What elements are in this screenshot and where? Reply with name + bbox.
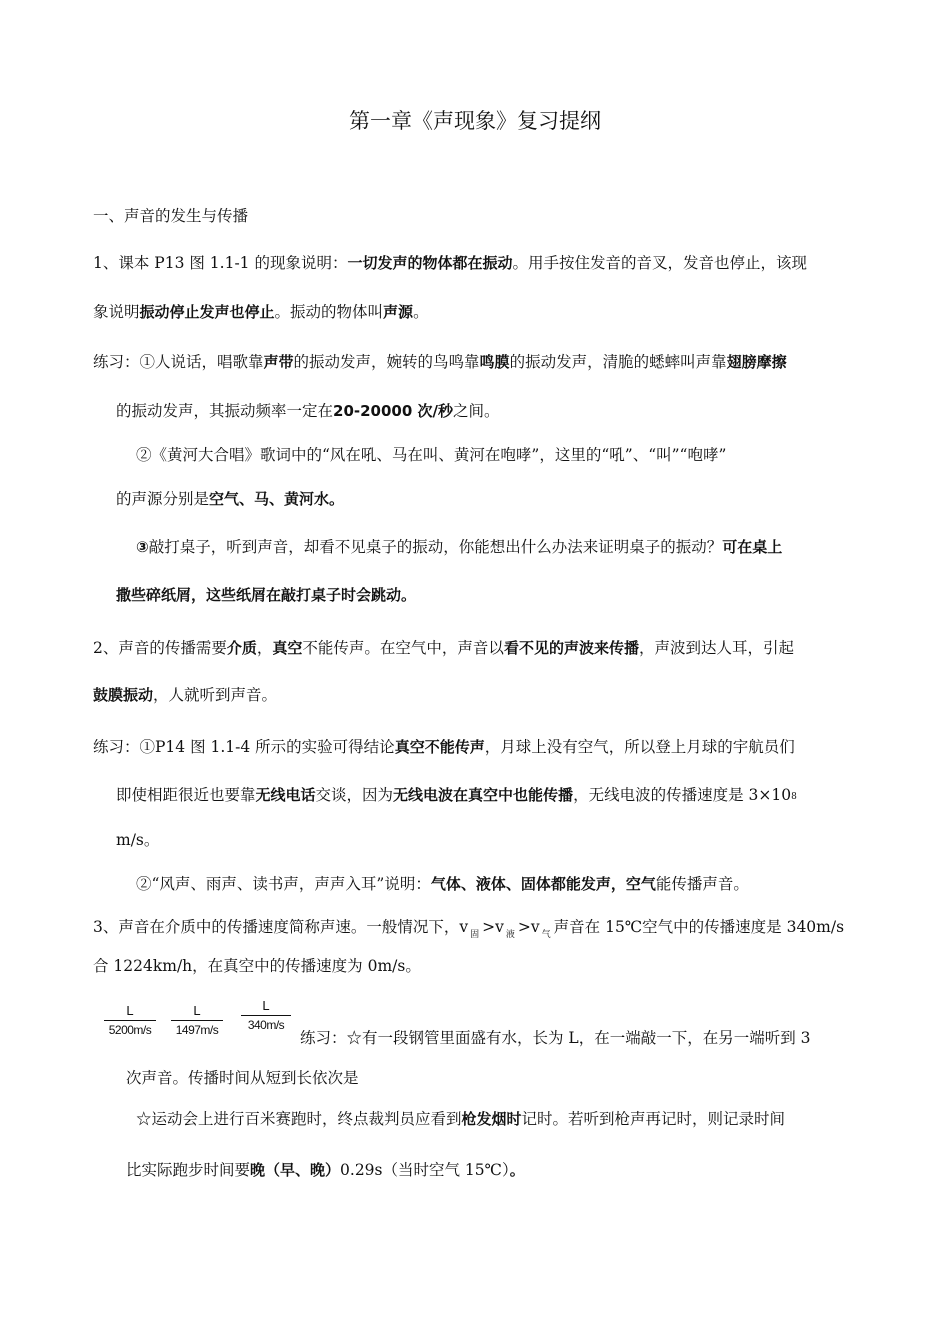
exercise-3-line-1 xyxy=(300,1027,811,1049)
fraction-numerator: L xyxy=(126,1003,134,1018)
text: 。 xyxy=(509,1161,525,1179)
text: ②《黄河大合唱》歌词中的“风在吼、马在叫、黄河在咆哮”，这里的“吼”、“叫”“咆哮” xyxy=(136,446,727,464)
exercise-1-line-4 xyxy=(116,488,344,510)
text: ， xyxy=(256,639,273,657)
text: ，月球上没有空气，所以登上月球的宇航员们 xyxy=(484,738,795,756)
answer-text: 撒些碎纸屑，这些纸屑在敲打桌子时会跳动。 xyxy=(116,586,417,604)
text: 练习：☆有一段钢管里面盛有水，长为 L，在一端敲一下，在另一端听到 3 xyxy=(300,1029,811,1047)
page-title: 第一章《声现象》复习提纲 xyxy=(349,109,601,133)
text: 不能传声。在空气中，声音以 xyxy=(302,639,504,657)
section-heading: 一、声音的发生与传播 xyxy=(93,207,249,225)
answer-text: 可在桌上 xyxy=(722,538,783,556)
text: 的声源分别是 xyxy=(116,490,210,508)
answer-text: 真空 xyxy=(272,639,303,657)
exercise-2-line-3 xyxy=(116,829,159,851)
fraction-numerator: L xyxy=(262,998,270,1013)
text: 交谈，因为 xyxy=(315,786,394,804)
paragraph-3-line-1 xyxy=(93,916,844,941)
answer-text: 看不见的声波来传播 xyxy=(503,639,639,657)
answer-text: 无线电话 xyxy=(255,786,316,804)
paragraph-1-line-1 xyxy=(93,252,807,274)
text: 。振动的物体叫 xyxy=(274,303,384,321)
exercise-3-line-4 xyxy=(126,1159,525,1181)
text: m/s。 xyxy=(116,831,160,849)
text: 练习：①人说话，唱歌靠 xyxy=(93,353,264,371)
text: ☆运动会上进行百米赛跑时，终点裁判员应看到 xyxy=(136,1110,462,1128)
text: 。用手按住发音的音叉，发音也停止，该现 xyxy=(512,254,808,272)
fraction-air xyxy=(241,997,291,1034)
subscript: 液 xyxy=(505,930,515,940)
answer-text: 一切发声的物体都在振动 xyxy=(347,254,513,272)
fraction-water xyxy=(171,1002,223,1039)
text: 次声音。传播时间从短到长依次是 xyxy=(126,1069,359,1087)
fraction-steel xyxy=(104,1002,156,1039)
text: 1、课本 P13 图 1.1-1 的现象说明： xyxy=(93,254,348,272)
text: 的振动发声，婉转的鸟鸣靠 xyxy=(293,353,480,371)
exercise-3-line-2 xyxy=(126,1067,359,1089)
text: ，无线电波的传播速度是 3×10 xyxy=(573,786,792,804)
exercise-1-line-6 xyxy=(116,584,416,606)
answer-text: 介质 xyxy=(226,639,257,657)
text: >v xyxy=(517,918,540,936)
answer-text: 声带 xyxy=(263,353,294,371)
text: 2、声音的传播需要 xyxy=(93,639,227,657)
answer-text: 翅膀摩擦 xyxy=(726,353,787,371)
exercise-2-line-2 xyxy=(116,784,797,809)
text: 记时。若听到枪声再记时，则记录时间 xyxy=(521,1110,786,1128)
text: ②“风声、雨声、读书声，声声入耳”说明： xyxy=(136,875,431,893)
text: 能传播声音。 xyxy=(655,875,749,893)
exponent: 8 xyxy=(791,792,797,802)
answer-text: 鼓膜振动 xyxy=(93,686,154,704)
text: 0.29s（当时空气 15℃） xyxy=(340,1161,510,1179)
subscript: 气 xyxy=(541,930,551,940)
text: 即使相距很近也要靠 xyxy=(116,786,256,804)
answer-text: 气体、液体、固体都能发声，空气 xyxy=(430,875,656,893)
text: 3、声音在介质中的传播速度简称声速。一般情况下，v xyxy=(93,918,469,936)
text: 之间。 xyxy=(453,402,500,420)
text: ，声波到达人耳，引起 xyxy=(638,639,794,657)
fraction-denominator: 1497m/s xyxy=(175,1023,219,1037)
text: 的振动发声，其振动频率一定在 xyxy=(116,402,334,420)
answer-text: 空气、马、黄河水。 xyxy=(209,490,345,508)
paragraph-1-line-2 xyxy=(93,301,429,323)
exercise-1-line-5 xyxy=(136,536,782,558)
text: 的振动发声，清脆的蟋蟀叫声靠 xyxy=(509,353,727,371)
answer-text: 晚（早、晚） xyxy=(250,1161,341,1179)
answer-text: 无线电波在真空中也能传播 xyxy=(393,786,574,804)
answer-text: 鸣膜 xyxy=(479,353,510,371)
text: >v xyxy=(482,918,504,936)
exercise-3-line-3 xyxy=(136,1108,785,1130)
text: ③ xyxy=(136,538,149,556)
text: ，人就听到声音。 xyxy=(153,686,278,704)
exercise-1-line-2 xyxy=(116,400,500,422)
text: 练习：①P14 图 1.1-4 所示的实验可得结论 xyxy=(93,738,395,756)
answer-text: 振动停止发声也停止 xyxy=(139,303,275,321)
exercise-1-line-1 xyxy=(93,351,787,373)
fraction-denominator: 340m/s xyxy=(247,1018,285,1032)
subscript: 固 xyxy=(470,930,480,940)
text: 比实际跑步时间要 xyxy=(126,1161,251,1179)
text: 象说明 xyxy=(93,303,140,321)
answer-text: 真空不能传声 xyxy=(394,738,485,756)
fraction-numerator: L xyxy=(193,1003,201,1018)
paragraph-2-line-2 xyxy=(93,684,277,706)
answer-text: 20-20000 次/秒 xyxy=(333,402,454,420)
paragraph-2-line-1 xyxy=(93,637,794,659)
fraction-denominator: 5200m/s xyxy=(108,1023,152,1037)
exercise-2-line-1 xyxy=(93,736,795,758)
text: 敲打桌子，听到声音，却看不见桌子的振动，你能想出什么办法来证明桌子的振动？ xyxy=(148,538,723,556)
answer-text: 声源 xyxy=(383,303,414,321)
exercise-2-line-4 xyxy=(136,873,749,895)
answer-text: 枪发烟时 xyxy=(461,1110,522,1128)
paragraph-3-line-2 xyxy=(93,955,421,977)
exercise-1-line-3 xyxy=(136,444,726,466)
text: 合 1224km/h，在真空中的传播速度为 0m/s。 xyxy=(93,957,421,975)
text: 声音在 15℃空气中的传播速度是 340m/s xyxy=(553,918,845,936)
text: 。 xyxy=(413,303,429,321)
